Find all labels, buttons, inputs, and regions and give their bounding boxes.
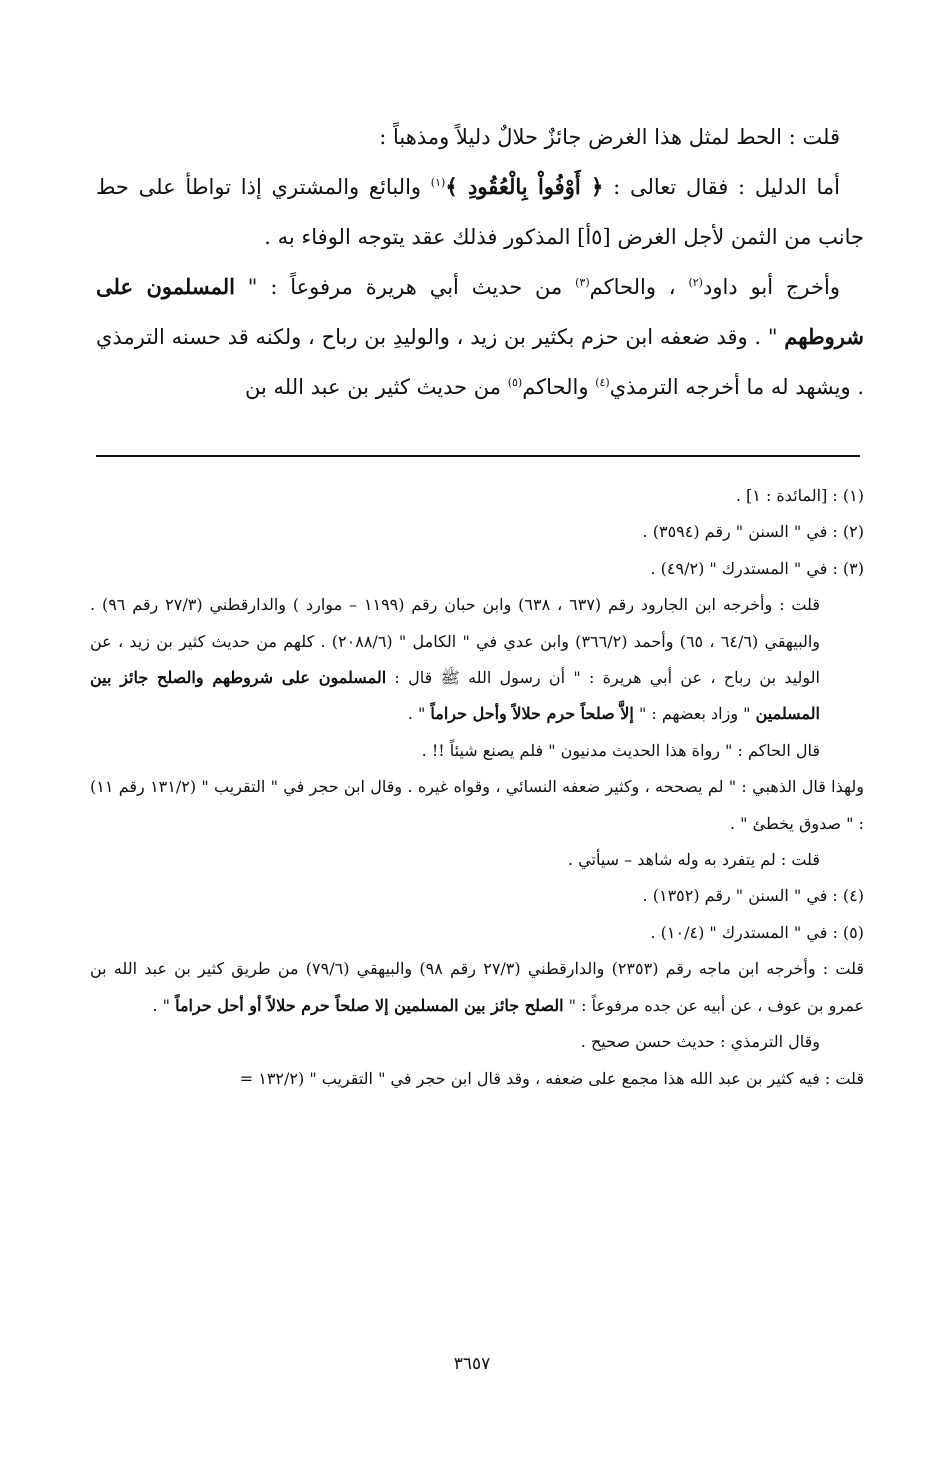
text-run: ، والحاكم bbox=[589, 275, 689, 299]
text-run: من حديث كثير بن عبد الله بن bbox=[245, 375, 508, 399]
footnotes bbox=[90, 478, 864, 1097]
footnote-ref: (٣) bbox=[575, 276, 590, 289]
text-run: وأخرج أبو داود bbox=[702, 275, 840, 299]
footnote-comment: قلت : فيه كثير بن عبد الله هذا مجمع على ضعفه ، وقد قال ابن حجر في " التقريب " (١٣٢/٢ = bbox=[239, 1068, 864, 1088]
text-run: " . bbox=[407, 704, 431, 724]
footnote: (٣) : في " المستدرك " (٤٩/٢) . bbox=[650, 558, 864, 578]
text-run: من حديث أبي هريرة مرفوعاً : " bbox=[234, 275, 576, 299]
footnote-comment bbox=[90, 587, 864, 733]
text-run: " . bbox=[152, 995, 176, 1015]
text-run: قلت : وأخرجه ابن الجارود رقم (٦٣٧ ، ٦٣٨) وابن حبان رقم (١١٩٩ – موارد ) والدارقطني (٢٧/٣ رقم ٩٦) . والبيهقي (٦٤/٦ ، ٦٥) وأحمد (٣٦٦/٢) وابن عدي في " الكامل " (٢٠٨٨/٦) . كلهم من حديث كثير بن زيد ، عن الوليد بن رباح ، عن أبي هريرة : " أن رسول الله ﷺ قال : bbox=[90, 595, 821, 688]
footnote-ref: (٥) bbox=[507, 376, 523, 389]
footnote-comment: وقال الترمذي : حديث حسن صحيح . bbox=[580, 1032, 820, 1052]
footnote-comment: قلت : لم يتفرد به وله شاهد – سيأتي . bbox=[568, 850, 820, 870]
footnote-ref: (٢) bbox=[688, 276, 703, 289]
footnote-ref: (٤) bbox=[595, 376, 610, 389]
text-run: والحاكم bbox=[522, 375, 596, 399]
footnote: (٤) : في " السنن " رقم (١٣٥٢) . bbox=[642, 886, 864, 906]
footnote-comment bbox=[90, 951, 864, 1024]
hadith-text: المسلمون على شروطهم bbox=[96, 274, 864, 349]
paragraph bbox=[96, 162, 864, 262]
paragraph: قلت : الحط لمثل هذا الغرض جائزٌ حلالٌ دليلاً ومذهباً : bbox=[379, 125, 840, 149]
footnote: (٢) : في " السنن " رقم (٣٥٩٤) . bbox=[642, 522, 864, 542]
hadith-text: المسلمون على شروطهم والصلح جائز بين المسلمين bbox=[90, 668, 820, 724]
text-run: قلت : وأخرجه ابن ماجه رقم (٢٣٥٣) والدارقطني (٢٧/٣ رقم ٩٨) والبيهقي (٧٩/٦) من طريق كثير بن عبد الله بن عمرو بن عوف ، عن أبيه عن جده مرفوعاً : " bbox=[90, 959, 865, 1015]
hadith-text: إلاَّ صلحاً حرم حلالاً وأحل حراماً bbox=[430, 704, 634, 724]
text-run: " وزاد بعضهم : " bbox=[633, 704, 756, 724]
footnote-divider bbox=[96, 455, 860, 457]
main-text bbox=[96, 112, 864, 412]
hadith-text: الصلح جائز بين المسلمين إلا صلحاً حرم حلالاً أو أحل حراماً bbox=[175, 995, 564, 1015]
footnote: (٥) : في " المستدرك " (١٠/٤) . bbox=[650, 922, 864, 942]
page-number: ٣٦٥٧ bbox=[453, 1354, 491, 1374]
paragraph bbox=[96, 262, 864, 412]
footnote: (١) : [المائدة : ١] . bbox=[735, 486, 864, 505]
footnote-comment: ولهذا قال الذهبي : " لم يصححه ، وكثير ضعفه النسائي ، وقواه غيره . وقال ابن حجر في " التقريب " (١٣١/٢ رقم ١١) : " صدوق يخطئ " . bbox=[90, 777, 865, 833]
text-run: أما الدليل : فقال تعالى : bbox=[603, 175, 840, 199]
text-run: " . وقد ضعفه ابن حزم بكثير بن زيد ، والوليدِ بن رباح ، ولكنه قد حسنه الترمذي . ويشهد له ما أخرجه الترمذي bbox=[96, 325, 864, 399]
quran-verse: ﴿ أَوْفُواْ بِالْعُقُودِ ﴾ bbox=[445, 174, 604, 199]
text-run: والبائع والمشتري إذا تواطأ على حط جانب من الثمن لأجل الغرض [٥أ] المذكور فذلك عقد يتوجه الوفاء به . bbox=[96, 175, 864, 249]
footnote-comment: قال الحاكم : " رواة هذا الحديث مدنيون " فلم يصنع شيئاً !! . bbox=[421, 740, 820, 760]
footnote-ref: (١) bbox=[430, 176, 446, 189]
